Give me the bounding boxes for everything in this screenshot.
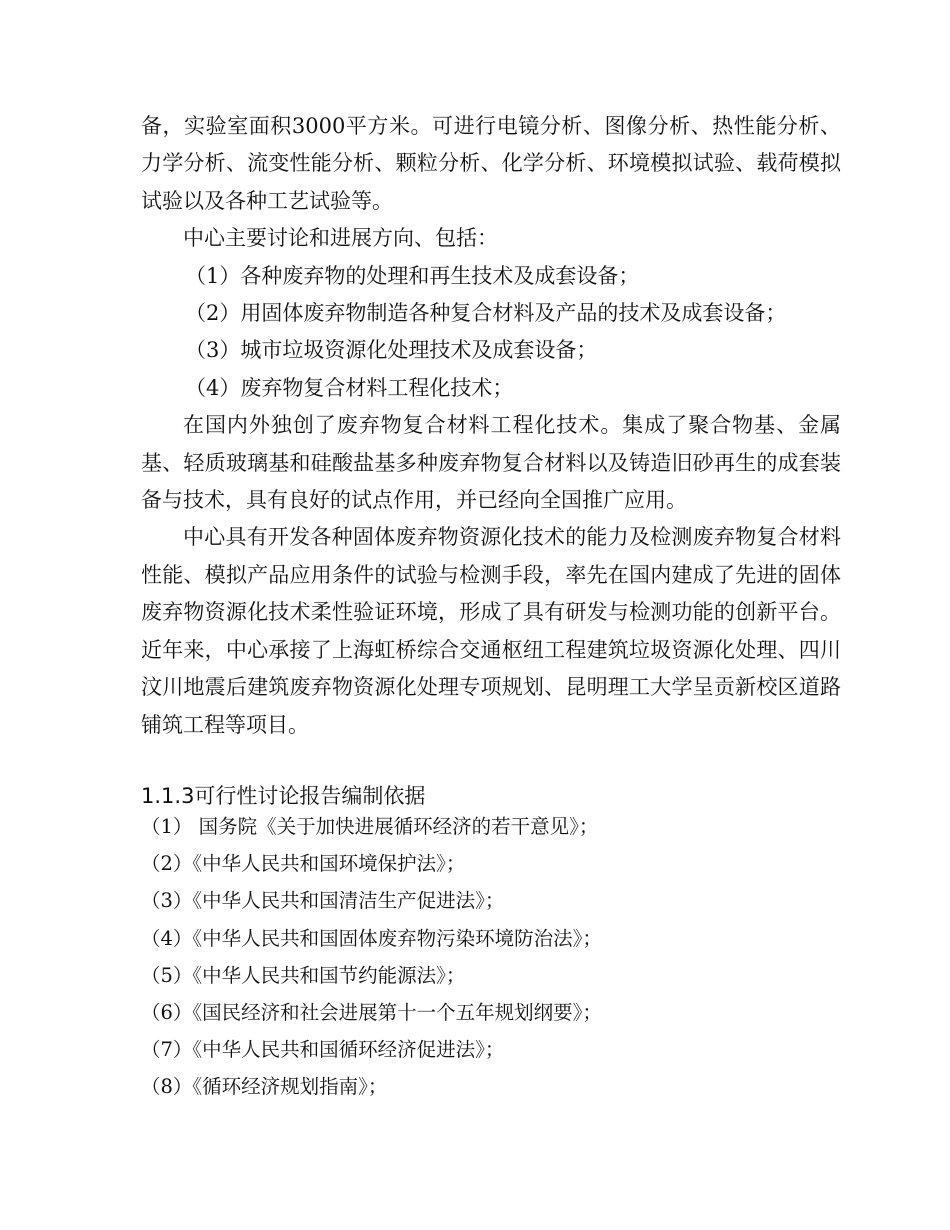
reference-item: （8）《循环经济规划指南》； xyxy=(141,1075,388,1099)
reference-item: （6）《国民经济和社会进展第十一个五年规划纲要》； xyxy=(141,1001,602,1025)
paragraph-engineering-tech: 在国内外独创了废弃物复合材料工程化技术。集成了聚合物基、金属基、轻质玻璃基和硅酸盐基多种废弃物复合材料以及铸造旧砂再生的成套装备与技术，具有良好的试点作用，并已经向全国推广应用。 xyxy=(141,413,841,513)
direction-item: （1）各种废弃物的处理和再生技术及成套设备； xyxy=(185,263,640,288)
paragraph-directions-intro: 中心主要讨论和进展方向、包括： xyxy=(183,226,498,251)
reference-item: （4）《中华人民共和国固体废弃物污染环境防治法》； xyxy=(141,926,602,950)
reference-item: （5）《中华人民共和国节约能源法》； xyxy=(141,963,466,987)
direction-item: （3）城市垃圾资源化处理技术及成套设备； xyxy=(185,338,598,363)
reference-item: （1） 国务院《关于加快进展循环经济的若干意见》； xyxy=(141,815,599,838)
reference-list xyxy=(141,808,861,1106)
body-text xyxy=(141,108,841,744)
reference-item: （2）《中华人民共和国环境保护法》； xyxy=(141,852,466,876)
reference-item: （3）《中华人民共和国清洁生产促进法》； xyxy=(141,889,505,913)
section-heading: 1.1.3可行性讨论报告编制依据 xyxy=(141,784,426,808)
direction-item: （4）废弃物复合材料工程化技术； xyxy=(185,375,514,400)
paragraph-capabilities: 中心具有开发各种固体废弃物资源化技术的能力及检测废弃物复合材料性能、模拟产品应用条件的试验与检测手段，率先在国内建成了先进的固体废弃物资源化技术柔性验证环境，形成了具有研发与检测功能的创新平台。近年来，中心承接了上海虹桥综合交通枢纽工程建筑垃圾资源化处理、四川汶川地震后建筑废弃物资源化处理专项规划、昆明理工大学呈贡新校区道路铺筑工程等项目。 xyxy=(141,525,841,737)
reference-item: （7）《中华人民共和国循环经济促进法》； xyxy=(141,1038,505,1062)
paragraph-lab-facilities: 备，实验室面积3000平方米。可进行电镜分析、图像分析、热性能分析、力学分析、流变性能分析、颗粒分析、化学分析、环境模拟试验、载荷模拟试验以及各种工艺试验等。 xyxy=(141,114,841,213)
direction-item: （2）用固体废弃物制造各种复合材料及产品的技术及成套设备； xyxy=(185,301,787,326)
